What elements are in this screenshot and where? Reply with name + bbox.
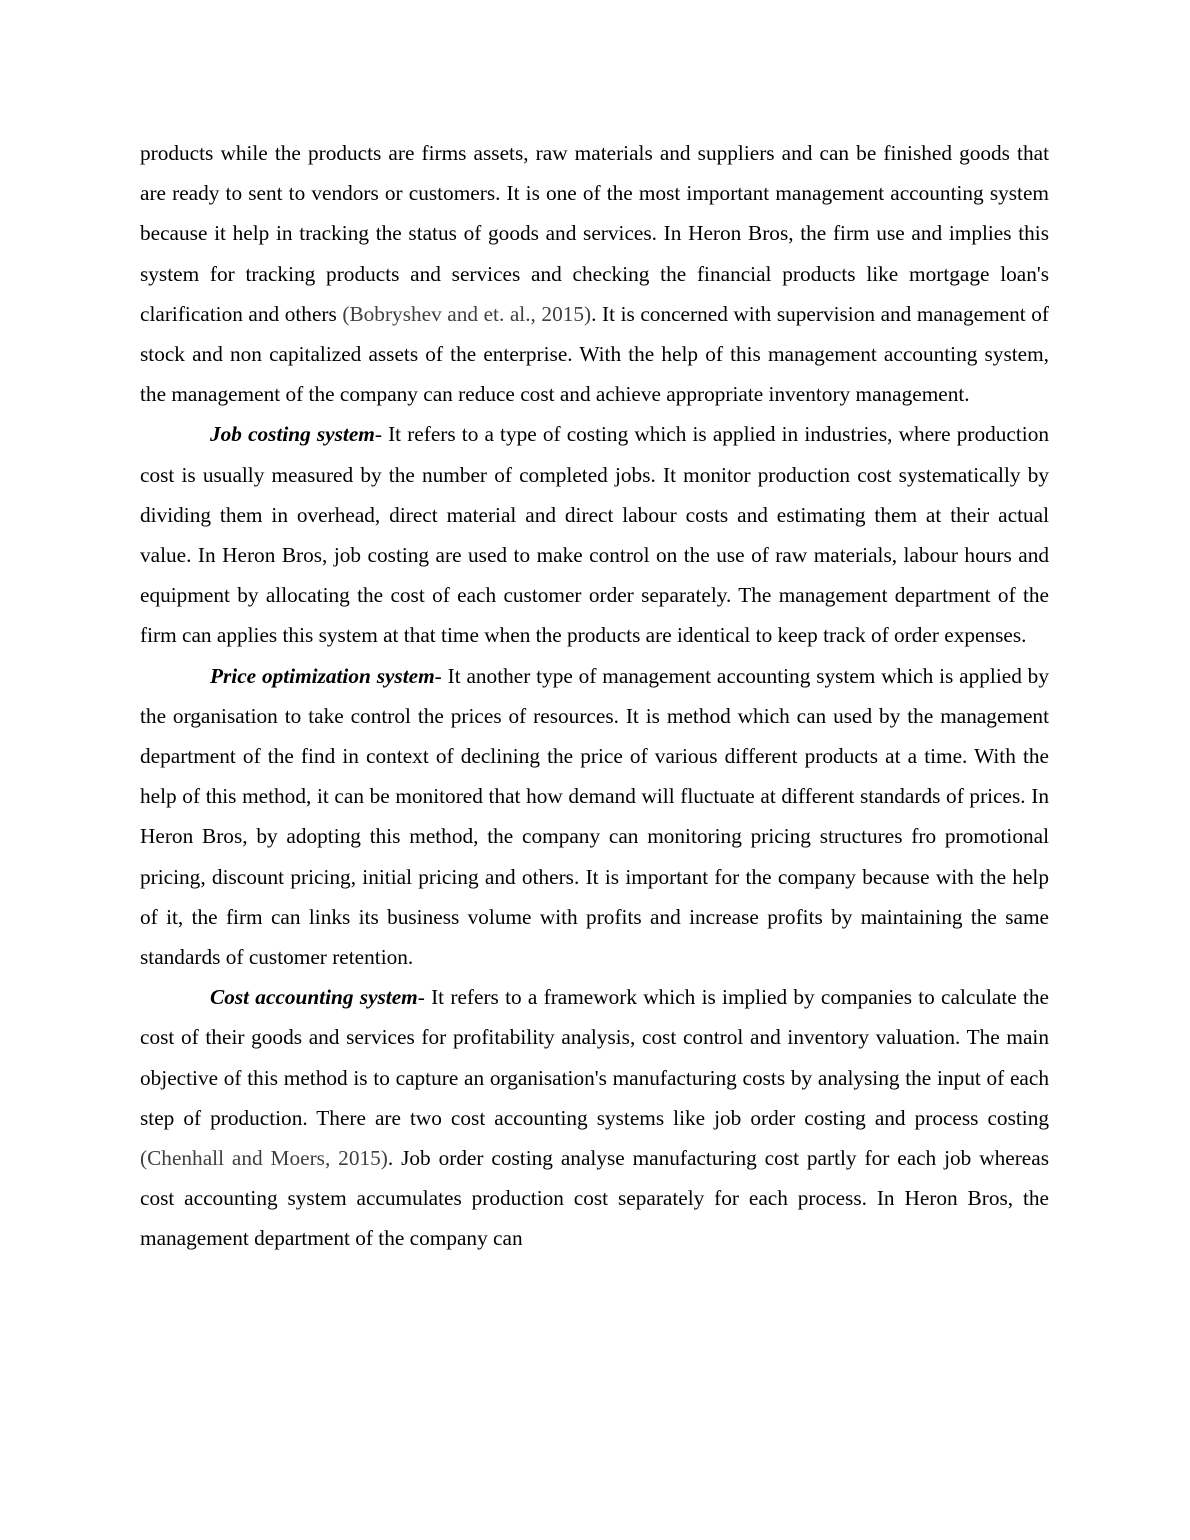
citation: (Chenhall and Moers, 2015) — [140, 1146, 388, 1171]
paragraph-job-costing — [140, 414, 1049, 655]
paragraph-text: . It is concerned with supervision and management of stock and non capitalized assets of the enterprise. With the help of this management accounting system, the management of the company can reduce cost and achieve appropriate inventory management. — [140, 301, 1049, 407]
term-heading: Price optimization system — [210, 663, 435, 688]
paragraph-text: products while the products are firms assets, raw materials and suppliers and can be finished goods that are ready to sent to vendors or customers. It is one of the most important management accounting system because it help in tracking the status of goods and services. In Heron Bros, the firm use and implies this system for tracking products and services and checking the financial products like mortgage loan's clarification and others — [140, 141, 1049, 326]
term-heading: Cost accounting system — [210, 985, 418, 1010]
paragraph-text: - It refers to a type of costing which is applied in industries, where production cost is usually measured by the number of completed jobs. It monitor production cost systematically by dividing them in overhead, direct material and direct labour costs and estimating them at their actual value. In Heron Bros, job costing are used to make control on the use of raw materials, labour hours and equipment by allocating the cost of each customer order separately. The management department of the firm can applies this system at that time when the products are identical to keep track of order expenses. — [140, 422, 1049, 648]
paragraph-text: - It another type of management accounting system which is applied by the organisation to take control the prices of resources. It is method which can used by the management department of the find in context of declining the price of various different products at a time. With the help of this method, it can be monitored that how demand will fluctuate at different standards of prices. In Heron Bros, by adopting this method, the company can monitoring pricing structures fro promotional pricing, discount pricing, initial pricing and others. It is important for the company because with the help of it, the firm can links its business volume with profits and increase profits by maintaining the same standards of customer retention. — [140, 663, 1049, 970]
citation: (Bobryshev and et. al., 2015) — [342, 301, 592, 326]
paragraph-cost-accounting — [140, 977, 1049, 1258]
term-heading: Job costing system — [210, 422, 375, 447]
paragraph-inventory — [140, 133, 1049, 414]
document-page — [140, 133, 1049, 1259]
paragraph-text: - It refers to a framework which is implied by companies to calculate the cost of their goods and services for profitability analysis, cost control and inventory valuation. The main objective of this method is to capture an organisation's manufacturing costs by analysing the input of each step of production. There are two cost accounting systems like job order costing and process costing — [140, 985, 1049, 1130]
paragraph-text: . Job order costing analyse manufacturing cost partly for each job whereas cost accounting system accumulates production cost separately for each process. In Heron Bros, the management department of the company can — [140, 1146, 1049, 1251]
paragraph-price-optimization — [140, 656, 1049, 978]
